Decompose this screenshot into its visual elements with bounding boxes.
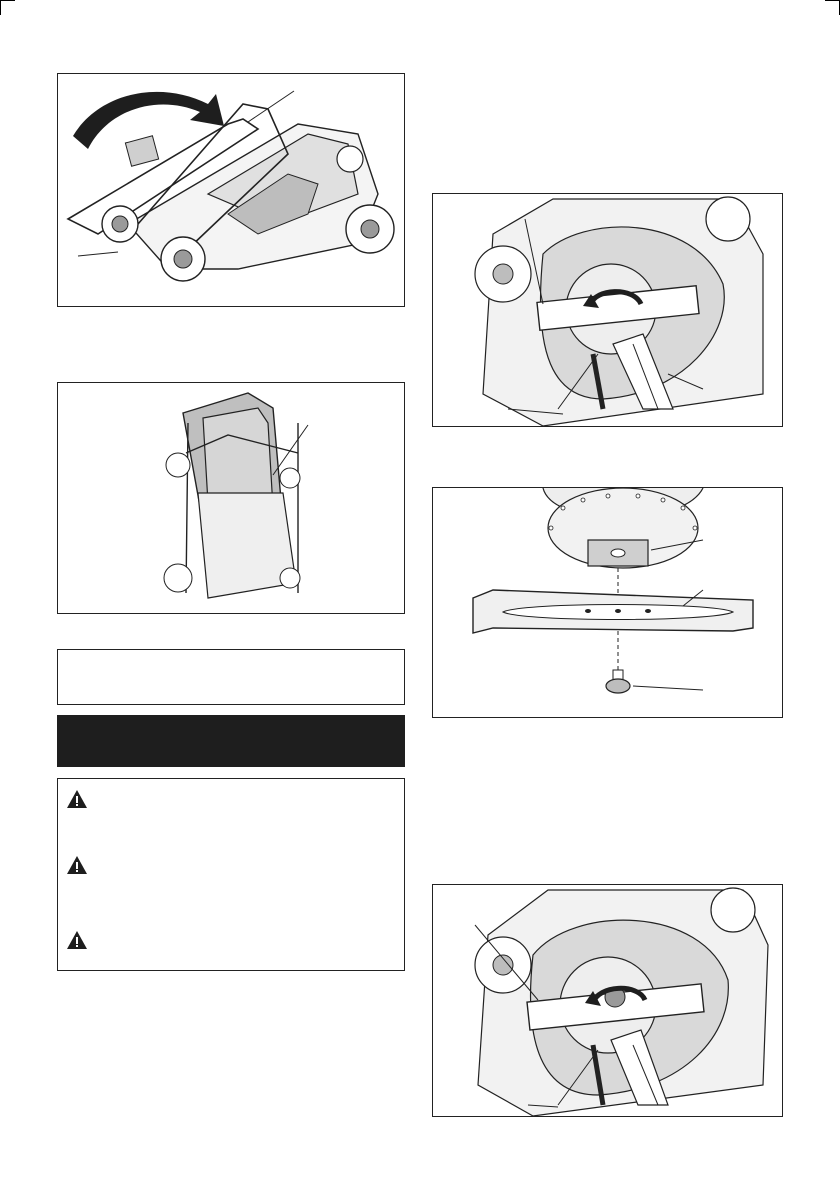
warning-box bbox=[57, 778, 405, 971]
crop-mark-top-right bbox=[825, 0, 840, 15]
figure-stored-upright bbox=[57, 382, 405, 614]
crop-mark-top-left bbox=[0, 0, 15, 15]
blade-installation-wrench-illustration bbox=[433, 885, 782, 1116]
figure-handle-folding bbox=[57, 73, 405, 307]
figure-blade-installation bbox=[432, 884, 783, 1117]
warning-triangle-icon bbox=[66, 930, 88, 950]
figure-blade-parts bbox=[432, 487, 783, 718]
section-header-bar bbox=[57, 715, 405, 767]
note-box bbox=[57, 649, 405, 705]
blade-removal-wrench-illustration bbox=[433, 194, 782, 426]
warning-triangle-icon bbox=[66, 789, 88, 809]
blade-exploded-view-illustration bbox=[433, 488, 782, 717]
figure-blade-removal bbox=[432, 193, 783, 427]
warning-triangle-icon bbox=[66, 855, 88, 875]
lawn-mower-handle-fold-illustration bbox=[58, 74, 404, 306]
lawn-mower-stored-upright-illustration bbox=[58, 383, 404, 613]
